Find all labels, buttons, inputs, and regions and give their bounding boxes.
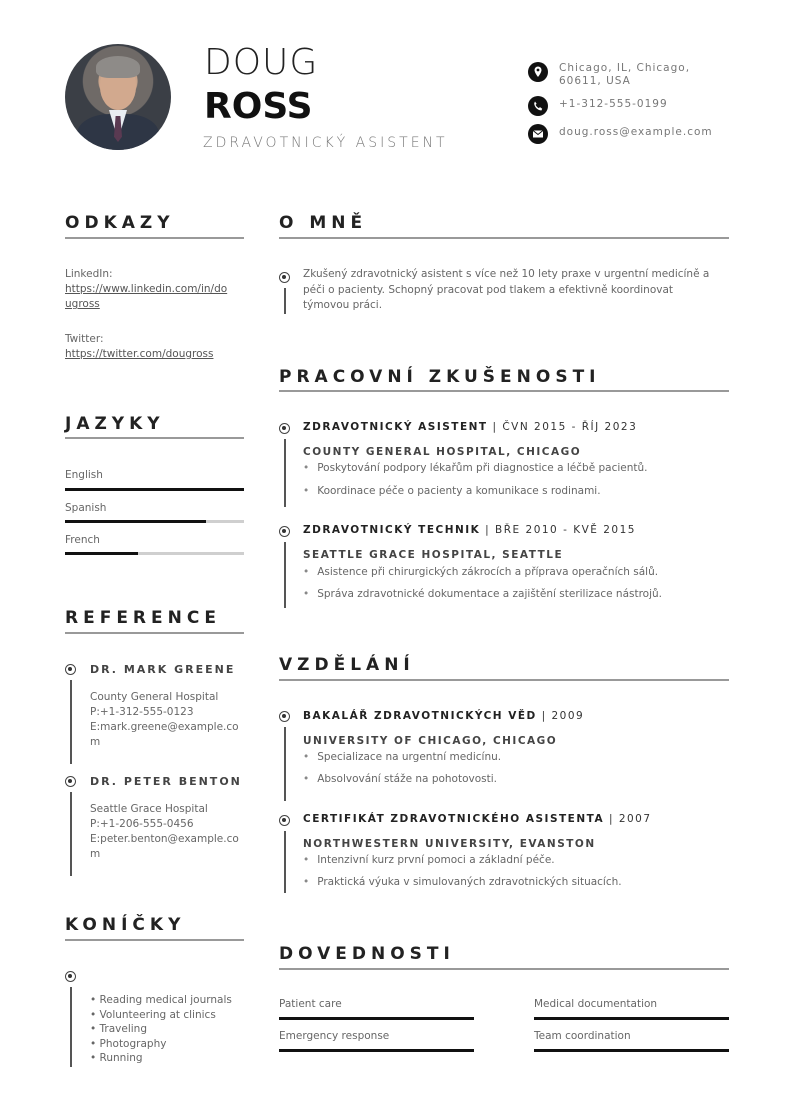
skills-title: DOVEDNOSTI	[279, 944, 455, 964]
linkedin-label: LinkedIn:	[65, 268, 113, 280]
skill-label: Team coordination	[534, 1030, 631, 1042]
experience-rule	[279, 390, 729, 392]
phone-text: +1-312-555-0199	[559, 98, 668, 110]
hobbies-list	[90, 993, 232, 1066]
education-title: VZDĚLÁNÍ	[279, 655, 415, 675]
job-bullet: • Poskytování podpory lékařům při diagnostice a léčbě pacientů.	[303, 462, 648, 474]
job-heading: ZDRAVOTNICKÝ ASISTENT | ČVN 2015 - ŘÍJ 2023	[303, 421, 638, 433]
skill-bar	[534, 1049, 729, 1052]
timeline-dot	[279, 526, 290, 537]
list-item: • Volunteering at clinics	[90, 1008, 216, 1021]
contact-email	[528, 124, 728, 144]
last-name: ROSS	[204, 86, 313, 127]
experience-title: PRACOVNÍ ZKUŠENOSTI	[279, 367, 601, 387]
education-institution: NORTHWESTERN UNIVERSITY, EVANSTON	[303, 838, 596, 850]
reference-name: DR. MARK GREENE	[90, 663, 236, 676]
timeline-dot	[65, 664, 76, 675]
about-title: O MNĚ	[279, 213, 368, 233]
timeline-dot	[65, 971, 76, 982]
timeline-line	[284, 542, 286, 608]
job-organization: COUNTY GENERAL HOSPITAL, CHICAGO	[303, 446, 582, 458]
timeline-line	[284, 831, 286, 893]
address-line1: Chicago, IL, Chicago,	[559, 62, 691, 74]
timeline-line	[70, 987, 72, 1067]
education-heading: CERTIFIKÁT ZDRAVOTNICKÉHO ASISTENTA | 2007	[303, 813, 652, 825]
education-heading: BAKALÁŘ ZDRAVOTNICKÝCH VĚD | 2009	[303, 710, 585, 722]
timeline-dot	[279, 815, 290, 826]
job-bullet: • Správa zdravotnické dokumentace a zajištění sterilizace nástrojů.	[303, 588, 662, 600]
timeline-line	[284, 288, 286, 314]
list-item: • Traveling	[90, 1023, 147, 1036]
linkedin-link[interactable]: https://www.linkedin.com/in/do ugross	[65, 283, 228, 310]
first-name: DOUG	[204, 42, 319, 83]
hobbies-rule	[65, 939, 244, 941]
references-title: REFERENCE	[65, 608, 221, 628]
timeline-line	[70, 792, 72, 876]
envelope-icon	[528, 124, 548, 144]
address-line2: 60611, USA	[559, 75, 631, 87]
timeline-line	[284, 727, 286, 801]
timeline-line	[70, 680, 72, 764]
skill-label: Medical documentation	[534, 998, 658, 1010]
timeline-line	[284, 439, 286, 507]
skill-label: Patient care	[279, 998, 342, 1010]
skill-bar	[534, 1017, 729, 1020]
twitter-label: Twitter:	[65, 333, 104, 345]
timeline-dot	[65, 776, 76, 787]
list-item: • Photography	[90, 1037, 167, 1050]
languages-rule	[65, 437, 244, 439]
timeline-dot	[279, 711, 290, 722]
language-bar-english	[65, 488, 244, 491]
about-rule	[279, 237, 729, 239]
education-bullet: • Absolvování stáže na pohotovosti.	[303, 773, 497, 785]
job-bullet: • Asistence při chirurgických zákrocích a příprava operačních sálů.	[303, 566, 658, 578]
phone-icon	[528, 96, 548, 116]
job-heading: ZDRAVOTNICKÝ TECHNIK | BŘE 2010 - KVĚ 2015	[303, 524, 636, 536]
education-rule	[279, 679, 729, 681]
languages-title: JAZYKY	[65, 414, 165, 434]
language-english: English	[65, 469, 103, 481]
skill-label: Emergency response	[279, 1030, 390, 1042]
timeline-dot	[279, 272, 290, 283]
language-bar-french	[65, 552, 244, 555]
profile-photo	[65, 44, 171, 150]
list-item: • Running	[90, 1052, 143, 1065]
links-title: ODKAZY	[65, 213, 175, 233]
timeline-dot	[279, 423, 290, 434]
skill-bar	[279, 1049, 474, 1052]
reference-name: DR. PETER BENTON	[90, 775, 242, 788]
links-rule	[65, 237, 244, 239]
reference-details: County General Hospital P:+1-312-555-0123 E:mark.greene@example.co m	[90, 691, 239, 748]
list-item: • Reading medical journals	[90, 994, 232, 1006]
language-french: French	[65, 534, 100, 546]
twitter-link[interactable]: https://twitter.com/dougross	[65, 348, 214, 360]
hobbies-title: KONÍČKY	[65, 915, 186, 935]
education-bullet: • Intenzivní kurz první pomoci a základní péče.	[303, 854, 555, 866]
email-text: doug.ross@example.com	[559, 126, 713, 138]
education-bullet: • Praktická výuka v simulovaných zdravotnických situacích.	[303, 876, 622, 888]
references-rule	[65, 632, 244, 634]
contact-phone	[528, 96, 728, 116]
language-bar-spanish	[65, 520, 244, 523]
skills-rule	[279, 968, 729, 970]
education-bullet: • Specializace na urgentní medicínu.	[303, 751, 501, 763]
reference-details: Seattle Grace Hospital P:+1-206-555-0456 E:peter.benton@example.co m	[90, 803, 239, 860]
location-pin-icon	[528, 62, 548, 82]
language-spanish: Spanish	[65, 502, 107, 514]
about-text: Zkušený zdravotnický asistent s více než 10 lety praxe v urgentní medicíně a péči o pacienty. Schopný pracovat pod tlakem a efektivně koordinovat týmovou práci.	[303, 268, 710, 311]
job-bullet: • Koordinace péče o pacienty a komunikace s rodinami.	[303, 485, 601, 497]
job-title: ZDRAVOTNICKÝ ASISTENT	[203, 135, 448, 151]
education-institution: UNIVERSITY OF CHICAGO, CHICAGO	[303, 735, 558, 747]
contact-address	[528, 62, 728, 88]
job-organization: SEATTLE GRACE HOSPITAL, SEATTLE	[303, 549, 564, 561]
skill-bar	[279, 1017, 474, 1020]
